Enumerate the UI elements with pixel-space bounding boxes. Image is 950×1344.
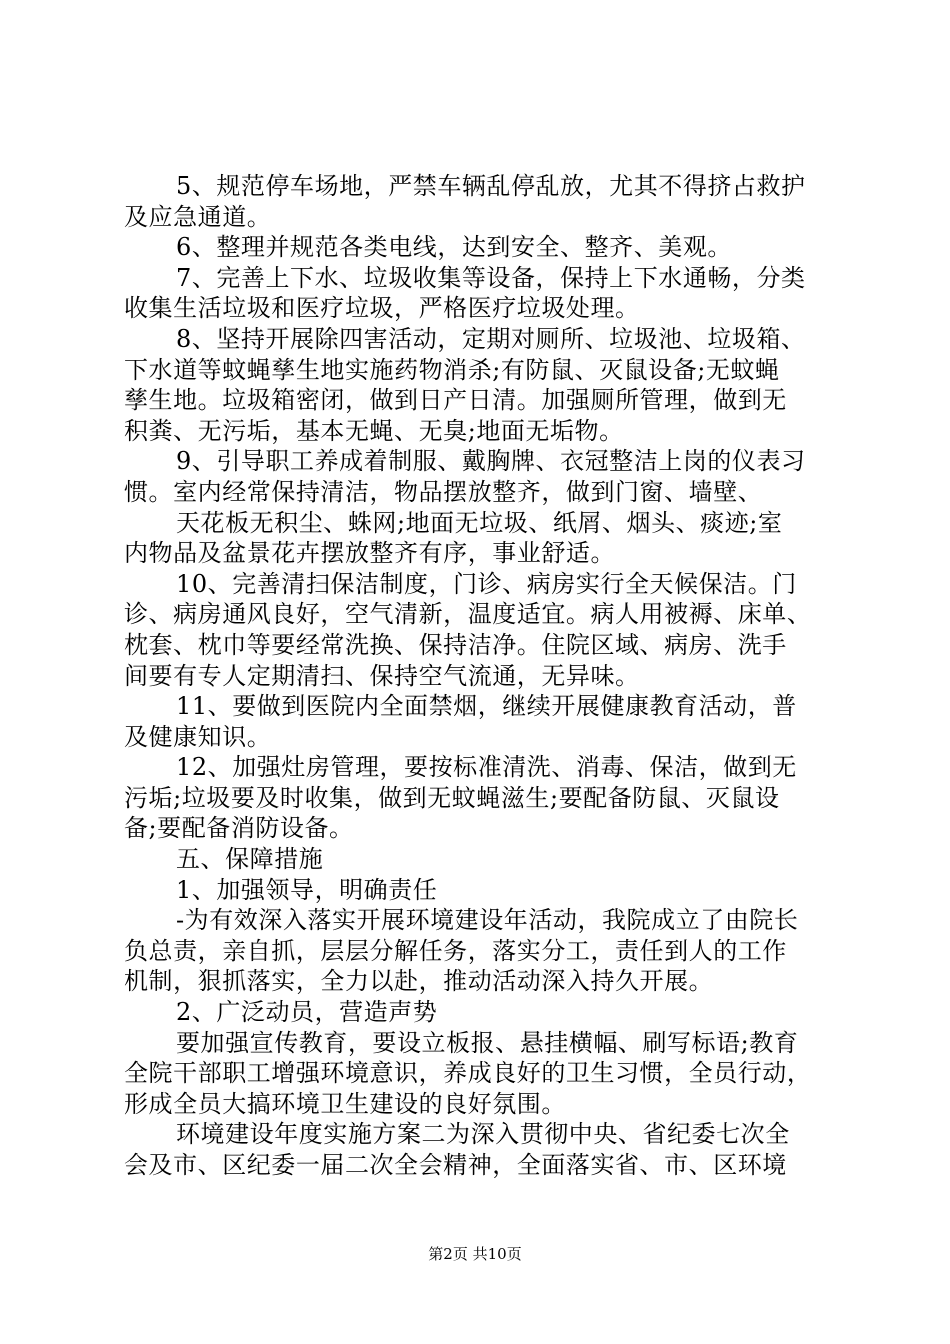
text-line: 1、加强领导，明确责任 <box>176 875 438 904</box>
text-line: 孳生地。垃圾箱密闭，做到日产日清。加强厕所管理，做到无 <box>124 386 787 415</box>
text-line: 6、整理并规范各类电线，达到安全、整齐、美观。 <box>176 233 732 262</box>
text-line: 间要有专人定期清扫、保持空气流通，无异味。 <box>124 661 640 690</box>
document-body <box>124 171 834 1181</box>
text-line: 收集生活垃圾和医疗垃圾，严格医疗垃圾处理。 <box>124 294 640 323</box>
text-line: 及健康知识。 <box>124 722 272 751</box>
text-line: 诊、病房通风良好，空气清新，温度适宜。病人用被褥、床单、 <box>124 600 812 629</box>
text-line: -为有效深入落实开展环境建设年活动，我院成立了由院长 <box>176 906 799 935</box>
text-line: 备;要配备消防设备。 <box>124 814 354 843</box>
text-line: 全院干部职工增强环境意识，养成良好的卫生习惯，全员行动， <box>124 1059 812 1088</box>
page-number: 第2页 共10页 <box>428 1245 522 1263</box>
text-line: 10、完善清扫保洁制度，门诊、病房实行全天候保洁。门 <box>176 569 797 598</box>
text-line: 会及市、区纪委一届二次全会精神，全面落实省、市、区环境 <box>124 1151 787 1179</box>
text-line: 五、保障措施 <box>176 845 324 874</box>
text-line: 及应急通道。 <box>124 202 272 231</box>
text-line: 机制，狠抓落实，全力以赴，推动活动深入持久开展。 <box>124 967 714 996</box>
text-line: 天花板无积尘、蛛网;地面无垃圾、纸屑、烟头、痰迹;室 <box>176 508 783 537</box>
text-line: 枕套、枕巾等要经常洗换、保持洁净。住院区域、病房、洗手 <box>124 630 787 659</box>
text-line: 11、要做到医院内全面禁烟，继续开展健康教育活动，普 <box>176 692 797 721</box>
text-line: 要加强宣传教育，要设立板报、悬挂横幅、刷写标语;教育 <box>176 1028 799 1057</box>
text-line: 污垢;垃圾要及时收集，做到无蚊蝇滋生;要配备防鼠、灭鼠设 <box>124 783 780 812</box>
text-line: 5、规范停车场地，严禁车辆乱停乱放，尤其不得挤占救护 <box>176 172 806 200</box>
text-line: 9、引导职工养成着制服、戴胸牌、衣冠整洁上岗的仪表习 <box>176 447 806 476</box>
text-line: 形成全员大搞环境卫生建设的良好氛围。 <box>124 1089 566 1118</box>
text-line: 12、加强灶房管理，要按标准清洗、消毒、保洁，做到无 <box>176 753 797 782</box>
text-line: 负总责，亲自抓，层层分解任务，落实分工，责任到人的工作 <box>124 936 787 965</box>
text-line: 积粪、无污垢，基本无蝇、无臭;地面无垢物。 <box>124 416 624 445</box>
text-line: 内物品及盆景花卉摆放整齐有序，事业舒适。 <box>124 539 615 568</box>
text-line: 7、完善上下水、垃圾收集等设备，保持上下水通畅，分类 <box>176 263 806 292</box>
text-line: 下水道等蚊蝇孳生地实施药物消杀;有防鼠、灭鼠设备;无蚊蝇 <box>124 355 780 384</box>
text-line: 2、广泛动员，营造声势 <box>176 998 438 1027</box>
text-line: 惯。室内经常保持清洁，物品摆放整齐，做到门窗、墙壁、 <box>124 477 763 506</box>
text-line: 环境建设年度实施方案二为深入贯彻中央、省纪委七次全 <box>176 1120 790 1149</box>
text-line: 8、坚持开展除四害活动，定期对厕所、垃圾池、垃圾箱、 <box>176 324 806 353</box>
